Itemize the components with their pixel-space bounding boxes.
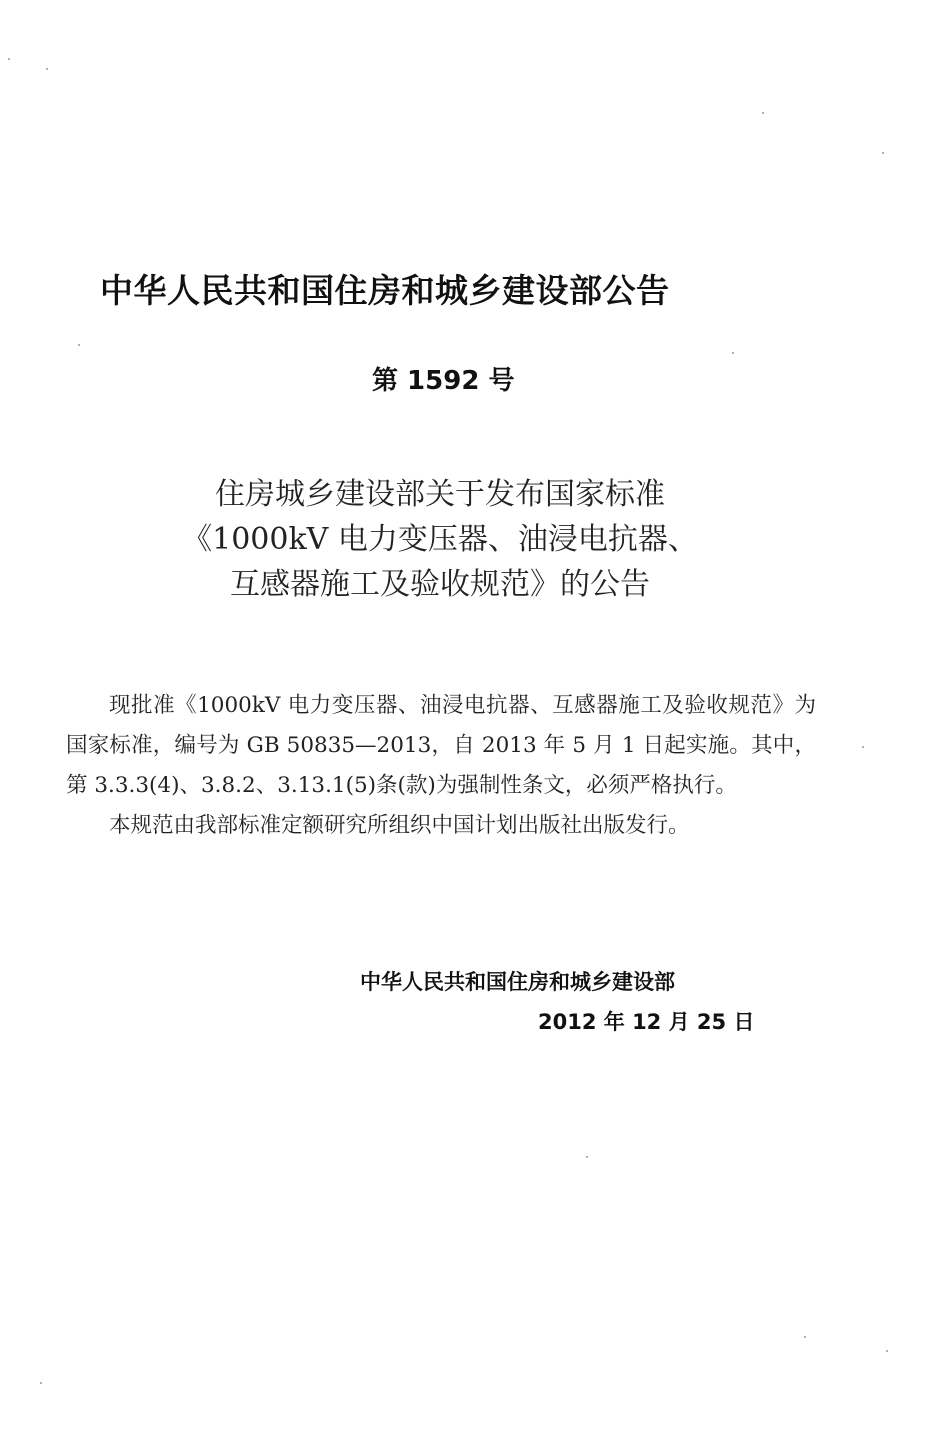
scan-speck bbox=[8, 58, 10, 60]
scan-speck bbox=[882, 152, 884, 154]
subject-line: 住房城乡建设部关于发布国家标准 bbox=[215, 477, 665, 512]
subject-line: 互感器施工及验收规范》的公告 bbox=[230, 567, 650, 602]
scan-speck bbox=[732, 352, 734, 354]
scan-speck bbox=[586, 1156, 588, 1158]
issuer-title: 中华人民共和国住房和城乡建设部公告 bbox=[100, 271, 670, 310]
body-paragraph: 现批准《1000kV 电力变压器、油浸电抗器、互感器施工及验收规范》为国家标准，编号为 GB 50835—2013，自 2013 年 5 月 1 日起实施。其中，第 3.3.3(4)、3.8.2、3.13.1(5)条(款)为强制性条文，必须严格执行。 bbox=[66, 693, 816, 798]
announcement-number: 第 1592 号 bbox=[372, 366, 515, 396]
signature-org: 中华人民共和国住房和城乡建设部 bbox=[360, 970, 675, 994]
announcement-subject bbox=[150, 472, 730, 607]
scan-speck bbox=[804, 1336, 806, 1338]
scan-speck bbox=[862, 746, 864, 748]
scan-speck bbox=[40, 1382, 42, 1384]
body-paragraph: 本规范由我部标准定额研究所组织中国计划出版社出版发行。 bbox=[109, 813, 690, 838]
scan-speck bbox=[762, 112, 764, 114]
scan-speck bbox=[78, 344, 80, 346]
scan-speck bbox=[46, 68, 48, 70]
signature-date: 2012 年 12 月 25 日 bbox=[538, 1010, 755, 1034]
signature-block bbox=[360, 962, 754, 1042]
scan-speck bbox=[886, 1350, 888, 1352]
subject-line: 《1000kV 电力变压器、油浸电抗器、 bbox=[182, 522, 698, 557]
announcement-body bbox=[66, 686, 816, 846]
